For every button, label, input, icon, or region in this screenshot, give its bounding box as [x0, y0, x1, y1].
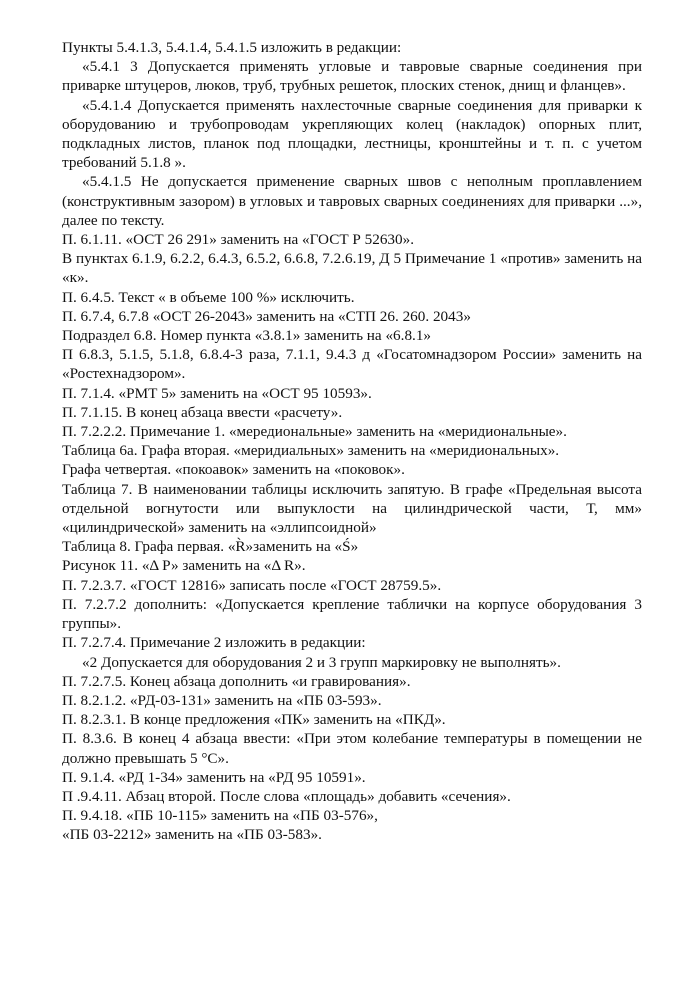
paragraph-note-2: «2 Допускается для оборудования 2 и 3 групп маркировку не выполнять». [82, 653, 561, 671]
paragraph-8-2-3-1: П. 8.2.3.1. В конце предложения «ПК» заменить на «ПКД». [62, 711, 446, 729]
paragraph-6-1-11: П. 6.1.11. «ОСТ 26 291» заменить на «ГОСТ Р 52630». [62, 231, 414, 249]
paragraph-7-2-7-4: П. 7.2.7.4. Примечание 2 изложить в редакции: [62, 634, 366, 652]
paragraph-table-8: Таблица 8. Графа первая. «R̀»заменить на «Ś» [62, 538, 359, 556]
paragraph-column-four: Графа четвертая. «покоавок» заменить на «поковок». [62, 461, 405, 479]
paragraph-8-2-1-2: П. 8.2.1.2. «РД-03-131» заменить на «ПБ 03-593». [62, 691, 382, 709]
paragraph-pb-03-2212: «ПБ 03-2212» заменить на «ПБ 03-583». [62, 826, 322, 844]
paragraph-9-4-18: П. 9.4.18. «ПБ 10-115» заменить на «ПБ 03-576», [62, 807, 378, 825]
paragraph-7-2-7-5: П. 7.2.7.5. Конец абзаца дополнить «и гравирования». [62, 672, 411, 690]
paragraph-subsection-6-8: Подраздел 6.8. Номер пункта «3.8.1» заменить на «6.8.1» [62, 327, 432, 345]
document-page [62, 38, 642, 845]
paragraph-5-4-1-5: «5.4.1.5 Не допускается применение сварных швов с неполным проплавлением (конструктивным зазором) в угловых и тавровых сварных соединениях для приварки ...», далее по тексту. [62, 173, 642, 229]
paragraph-9-1-4: П. 9.1.4. «РД 1-34» заменить на «РД 95 10591». [62, 768, 366, 786]
paragraph-5-4-1-4: «5.4.1.4 Допускается применять нахлесточные сварные соединения для приварки к оборудованию и трубопроводам укрепляющих колец (накладок) опорных плит, подкладных листов, планок под площадки, лестницы, кронштейны и т. п. с учетом требований 5.1.8 ». [62, 96, 642, 172]
paragraph-7-2-7-2: П. 7.2.7.2 дополнить: «Допускается крепление таблички на корпусе оборудования 3 группы». [62, 595, 642, 633]
paragraph-6-4-5: П. 6.4.5. Текст « в объеме 100 %» исключить. [62, 288, 355, 306]
paragraph-7-1-4: П. 7.1.4. «РМТ 5» заменить на «ОСТ 95 10593». [62, 384, 372, 402]
paragraph-5-4-1-3: «5.4.1 3 Допускается применять угловые и тавровые сварные соединения при приварке штуцеров, люков, труб, трубных решеток, плоских стенок, днищ и фланцев». [62, 58, 642, 95]
paragraph-7-1-15: П. 7.1.15. В конец абзаца ввести «расчету». [62, 403, 343, 421]
paragraph-9-4-11: П .9.4.11. Абзац второй. После слова «площадь» добавить «сечения». [62, 787, 511, 805]
paragraph-7-2-2-2: П. 7.2.2.2. Примечание 1. «мередиональные» заменить на «меридиональные». [62, 423, 567, 441]
paragraph-6-7-4: П. 6.7.4, 6.7.8 «ОСТ 26-2043» заменить на «СТП 26. 260. 2043» [62, 307, 471, 325]
paragraph-figure-11: Рисунок 11. «Δ Р» заменить на «Δ R». [62, 557, 306, 575]
paragraph-6-8-3: П 6.8.3, 5.1.5, 5.1.8, 6.8.4-3 раза, 7.1.1, 9.4.3 д «Госатомнадзором России» заменить на «Ростехнадзором». [62, 346, 642, 383]
paragraph-points-list: В пунктах 6.1.9, 6.2.2, 6.4.3, 6.5.2, 6.6.8, 7.2.6.19, Д 5 Примечание 1 «против» заменить на «к». [62, 250, 642, 287]
paragraph-8-3-6: П. 8.3.6. В конец 4 абзаца ввести: «При этом колебание температуры в помещении не должно превышать 5 °С». [62, 730, 642, 767]
paragraph-7-2-3-7: П. 7.2.3.7. «ГОСТ 12816» записать после «ГОСТ 28759.5». [62, 576, 442, 594]
paragraph-table-7: Таблица 7. В наименовании таблицы исключить запятую. В графе «Предельная высота отдельной вогнутости или выпуклости на цилиндрической части, Т, мм» «цилиндрической» заменить на «эллипсоидной» [62, 480, 642, 537]
paragraph-intro: Пункты 5.4.1.3, 5.4.1.4, 5.4.1.5 изложить в редакции: [62, 39, 402, 56]
paragraph-table-6a: Таблица 6а. Графа вторая. «меридиальных» заменить на «меридиональных». [62, 442, 560, 460]
